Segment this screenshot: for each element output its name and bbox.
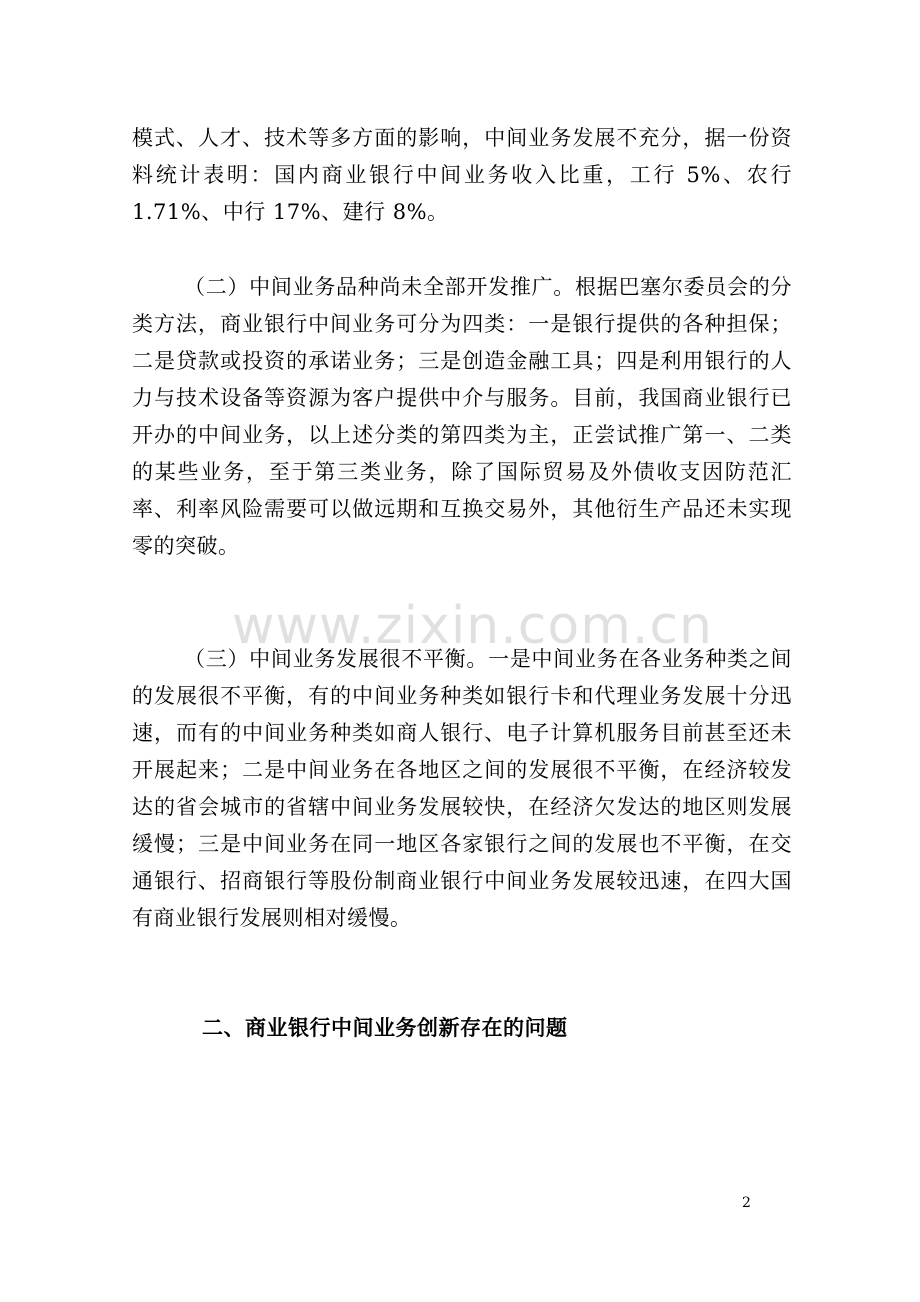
body-paragraph-imbalance: （三）中间业务发展很不平衡。一是中间业务在各业务种类之间的发展很不平衡，有的中间业务种类如银行卡和代理业务发展十分迅速，而有的中间业务种类如商人银行、电子计算机服务目前甚至还未开展起来；二是中间业务在各地区之间的发展很不平衡，在经济较发达的省会城市的省辖中间业务发展较快，在经济欠发达的地区则发展缓慢；三是中间业务在同一地区各家银行之间的发展也不平衡，在交通银行、招商银行等股份制商业银行中间业务发展较迅速，在四大国有商业银行发展则相对缓慢。	[132, 647, 792, 930]
body-paragraph-continued: 模式、人才、技术等多方面的影响，中间业务发展不充分，据一份资料统计表明：国内商业银行中间业务收入比重，工行 5%、农行 1.71%、中行 17%、建行 8%。	[132, 126, 792, 224]
watermark: www.zixin.com.cn	[232, 596, 713, 656]
section-heading: 二、商业银行中间业务创新存在的问题	[202, 1015, 568, 1040]
page-number: 2	[742, 1195, 751, 1211]
body-paragraph-product-types: （二）中间业务品种尚未全部开发推广。根据巴塞尔委员会的分类方法，商业银行中间业务可分为四类：一是银行提供的各种担保；二是贷款或投资的承诺业务；三是创造金融工具；四是利用银行的人力与技术设备等资源为客户提供中介与服务。目前，我国商业银行已开办的中间业务，以上述分类的第四类为主，正尝试推广第一、二类的某些业务，至于第三类业务，除了国际贸易及外债收支因防范汇率、利率风险需要可以做远期和互换交易外，其他衍生产品还未实现零的突破。	[132, 275, 792, 558]
